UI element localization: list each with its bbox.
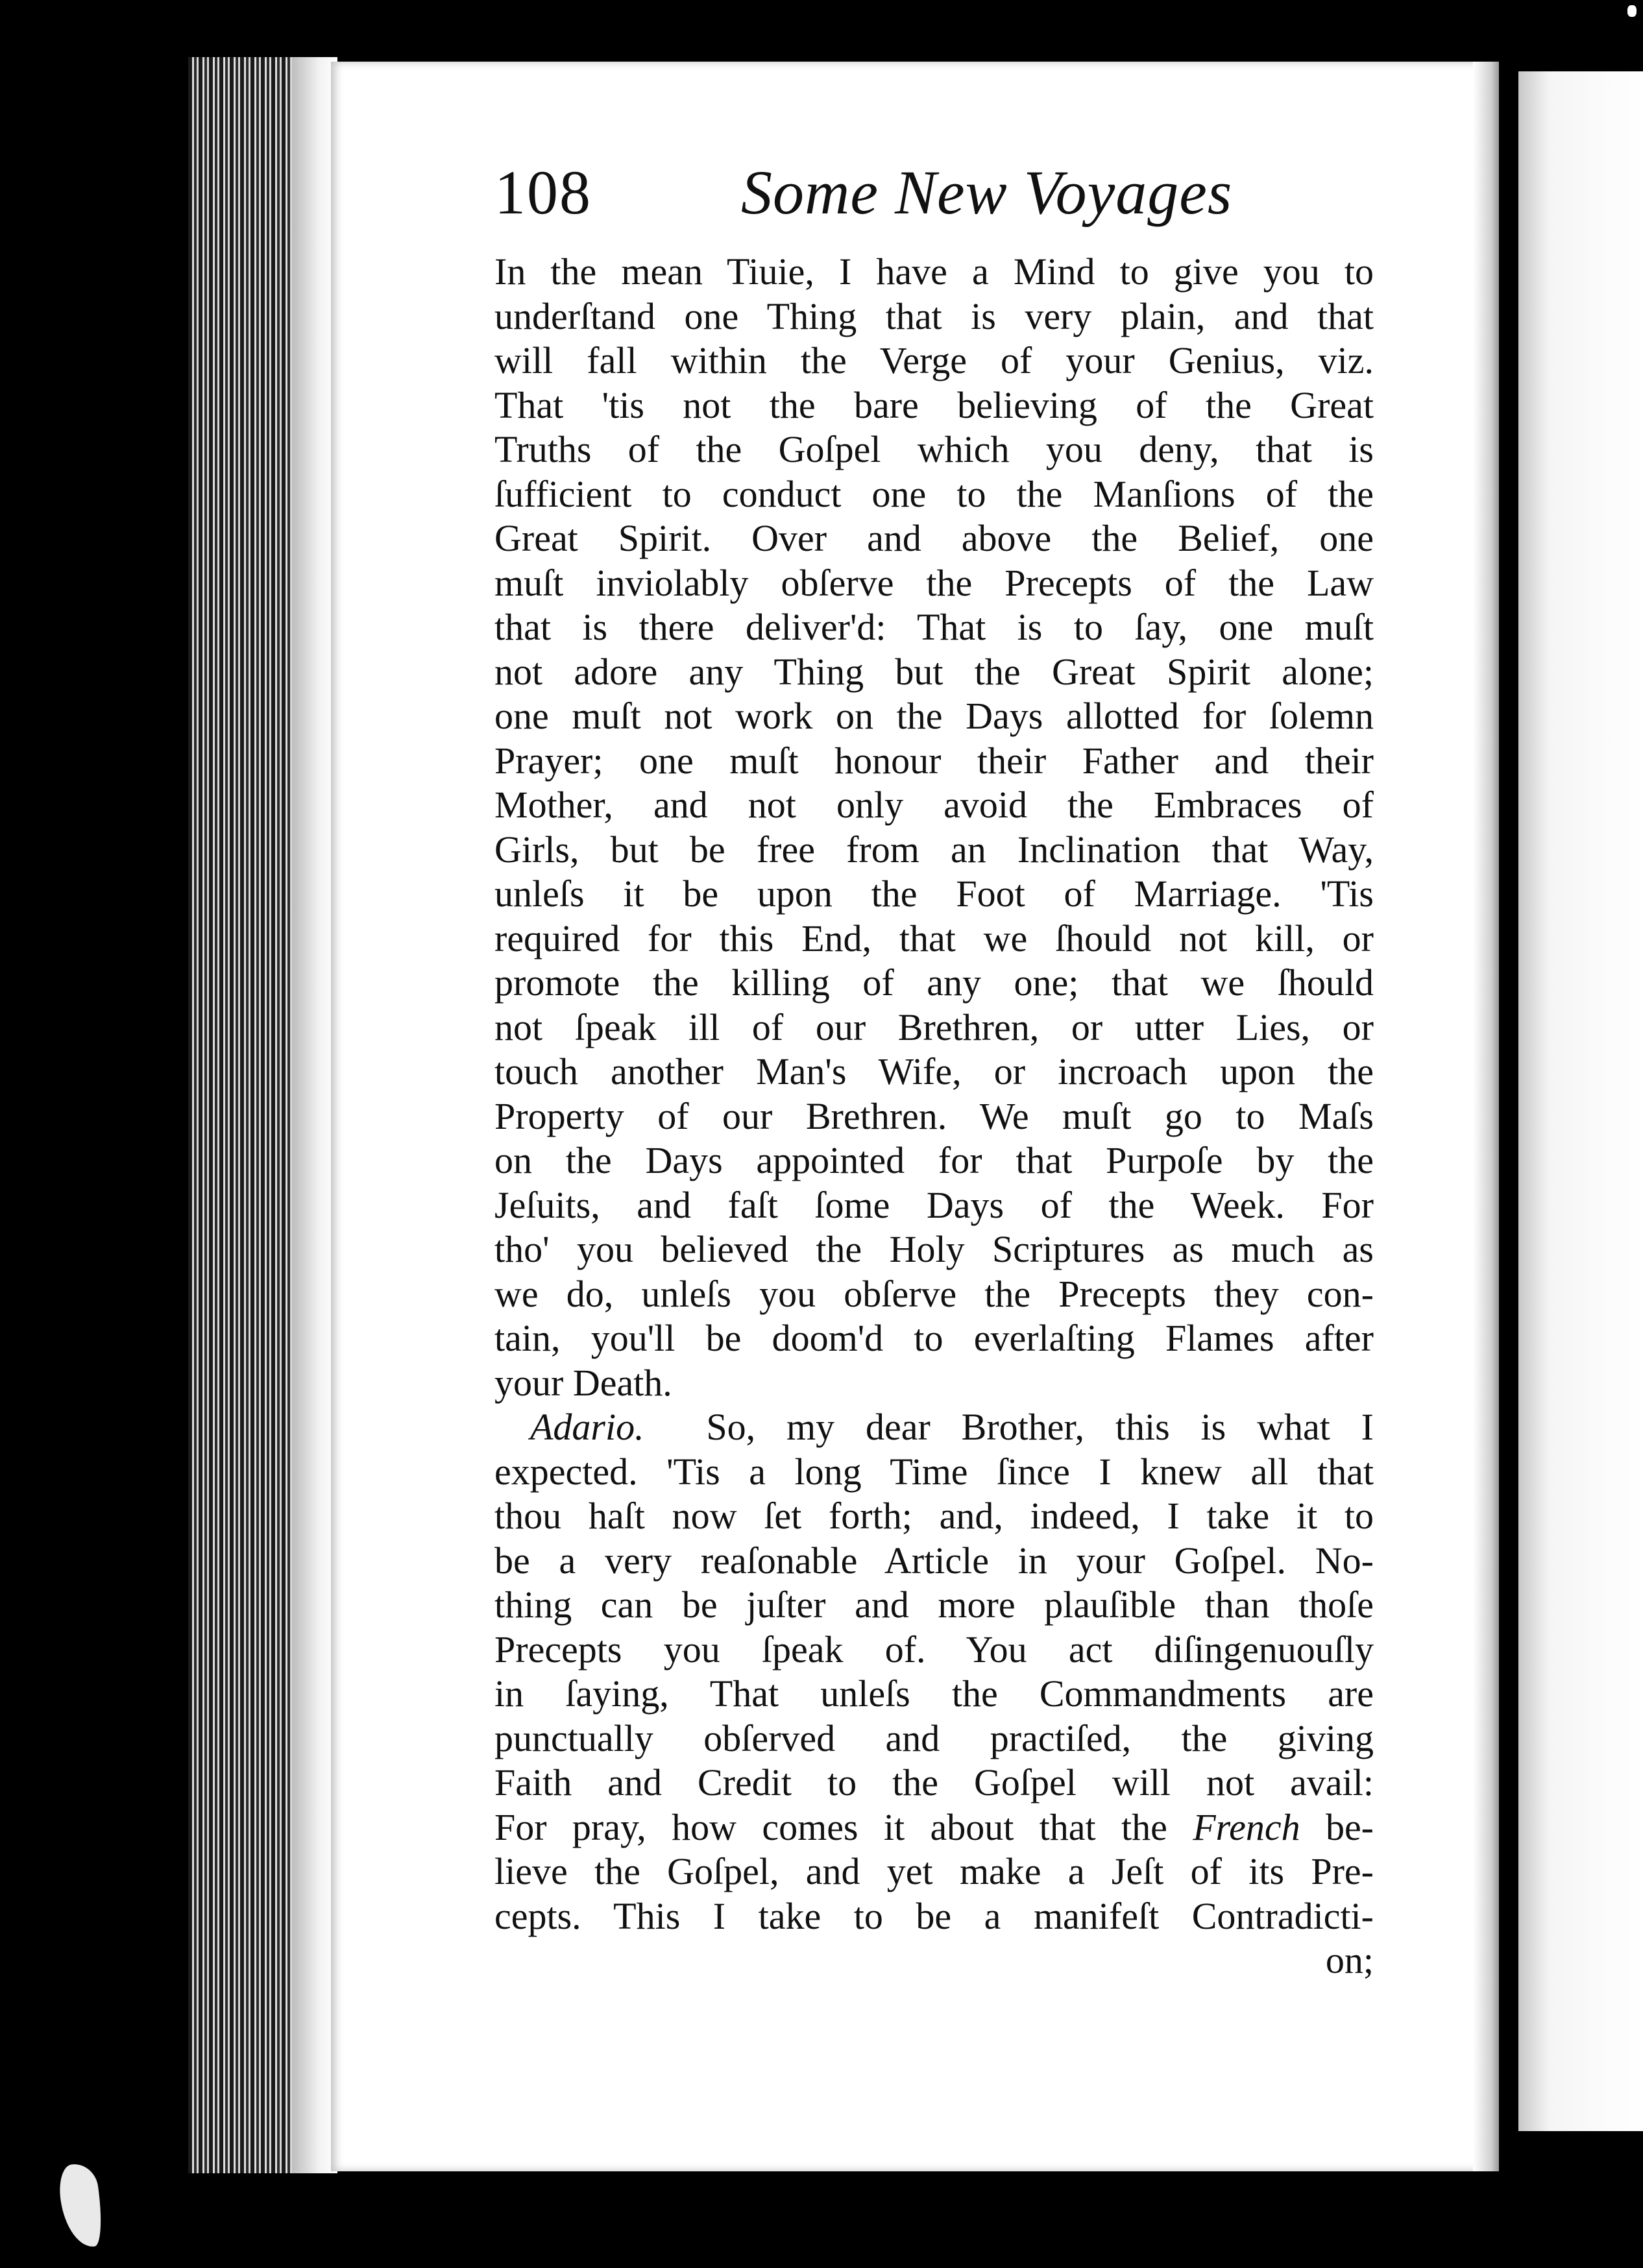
- text-line: For pray, how comes it about that the French be-: [494, 1805, 1374, 1848]
- text-line: one muſt not work on the Days allotted for ſolemn: [494, 695, 1374, 737]
- text-line: Prayer; one muſt honour their Father and their: [494, 739, 1374, 782]
- text-line: touch another Man's Wife, or incroach upon the: [494, 1050, 1374, 1092]
- text-line: Mother, and not only avoid the Embraces of: [494, 784, 1374, 826]
- text-line: in ſaying, That unleſs the Commandments are: [494, 1672, 1374, 1715]
- text-line: Property of our Brethren. We muſt go to Maſs: [494, 1094, 1374, 1137]
- text-line: expected. 'Tis a long Time ſince I knew all that: [494, 1450, 1374, 1493]
- text-line: Precepts you ſpeak of. You act diſingenuouſly: [494, 1628, 1374, 1671]
- text-line: required for this End, that we ſhould not kill, or: [494, 917, 1374, 959]
- body-text: [494, 250, 1374, 1983]
- page-number: 108: [494, 158, 592, 227]
- text-line: In the mean Tiuie, I have a Mind to give you to: [494, 250, 1374, 293]
- scan-speck: [1627, 5, 1637, 17]
- text-line: tain, you'll be doom'd to everlaſting Flames after: [494, 1317, 1374, 1359]
- text-line: ſufficient to conduct one to the Manſions of the: [494, 472, 1374, 515]
- text-line: tho' you believed the Holy Scriptures as much as: [494, 1228, 1374, 1270]
- text-line: thou haſt now ſet forth; and, indeed, I take it to: [494, 1495, 1374, 1537]
- running-title: Some New Voyages: [741, 158, 1233, 227]
- text-line: Jeſuits, and faſt ſome Days of the Week. For: [494, 1183, 1374, 1226]
- text-line: That 'tis not the bare believing of the Great: [494, 383, 1374, 426]
- text-line: underſtand one Thing that is very plain, and that: [494, 295, 1374, 337]
- italic-word: French: [1193, 1805, 1300, 1848]
- text-line: muſt inviolably obſerve the Precepts of the Law: [494, 561, 1374, 604]
- text-line: on the Days appointed for that Purpoſe by the: [494, 1139, 1374, 1181]
- speaker-line: [494, 1405, 1374, 1450]
- text-line: be a very reaſonable Article in your Goſpel. No-: [494, 1539, 1374, 1582]
- text-line: not ſpeak ill of our Brethren, or utter Lies, or: [494, 1006, 1374, 1048]
- text-line: Truths of the Goſpel which you deny, that is: [494, 428, 1374, 470]
- page-gutter-shadow: [1473, 62, 1499, 2171]
- catchword: on;: [1325, 1939, 1374, 1981]
- text-line: Girls, but be free from an Inclination that Way,: [494, 828, 1374, 871]
- text-line: will fall within the Verge of your Genius, viz.: [494, 339, 1374, 381]
- scan-finger-mark: [56, 2161, 106, 2250]
- text-line: punctually obſerved and practiſed, the giving: [494, 1717, 1374, 1759]
- book-page: [331, 62, 1499, 2171]
- facing-page: [1518, 71, 1643, 2131]
- text-line: cepts. This I take to be a manifeſt Contradicti-: [494, 1894, 1374, 1937]
- book-page-edges: [188, 57, 337, 2173]
- text-line: Faith and Credit to the Goſpel will not avail:: [494, 1761, 1374, 1804]
- text-line: promote the killing of any one; that we ſhould: [494, 961, 1374, 1004]
- running-head: [494, 150, 1435, 241]
- text-line: unleſs it be upon the Foot of Marriage. 'Tis: [494, 873, 1374, 915]
- text-line: not adore any Thing but the Great Spirit alone;: [494, 650, 1374, 693]
- text-line: lieve the Goſpel, and yet make a Jeſt of its Pre-: [494, 1850, 1374, 1892]
- text-line: we do, unleſs you obſerve the Precepts they con-: [494, 1272, 1374, 1315]
- text-line: your Death.: [494, 1361, 672, 1404]
- text-line: that is there deliver'd: That is to ſay, one muſt: [494, 606, 1374, 648]
- speaker-name: Adario.: [530, 1406, 644, 1448]
- speaker-text: So, my dear Brother, this is what I: [706, 1406, 1374, 1448]
- text-line: Great Spirit. Over and above the Belief, one: [494, 517, 1374, 559]
- text-line: thing can be juſter and more plauſible than thoſe: [494, 1584, 1374, 1626]
